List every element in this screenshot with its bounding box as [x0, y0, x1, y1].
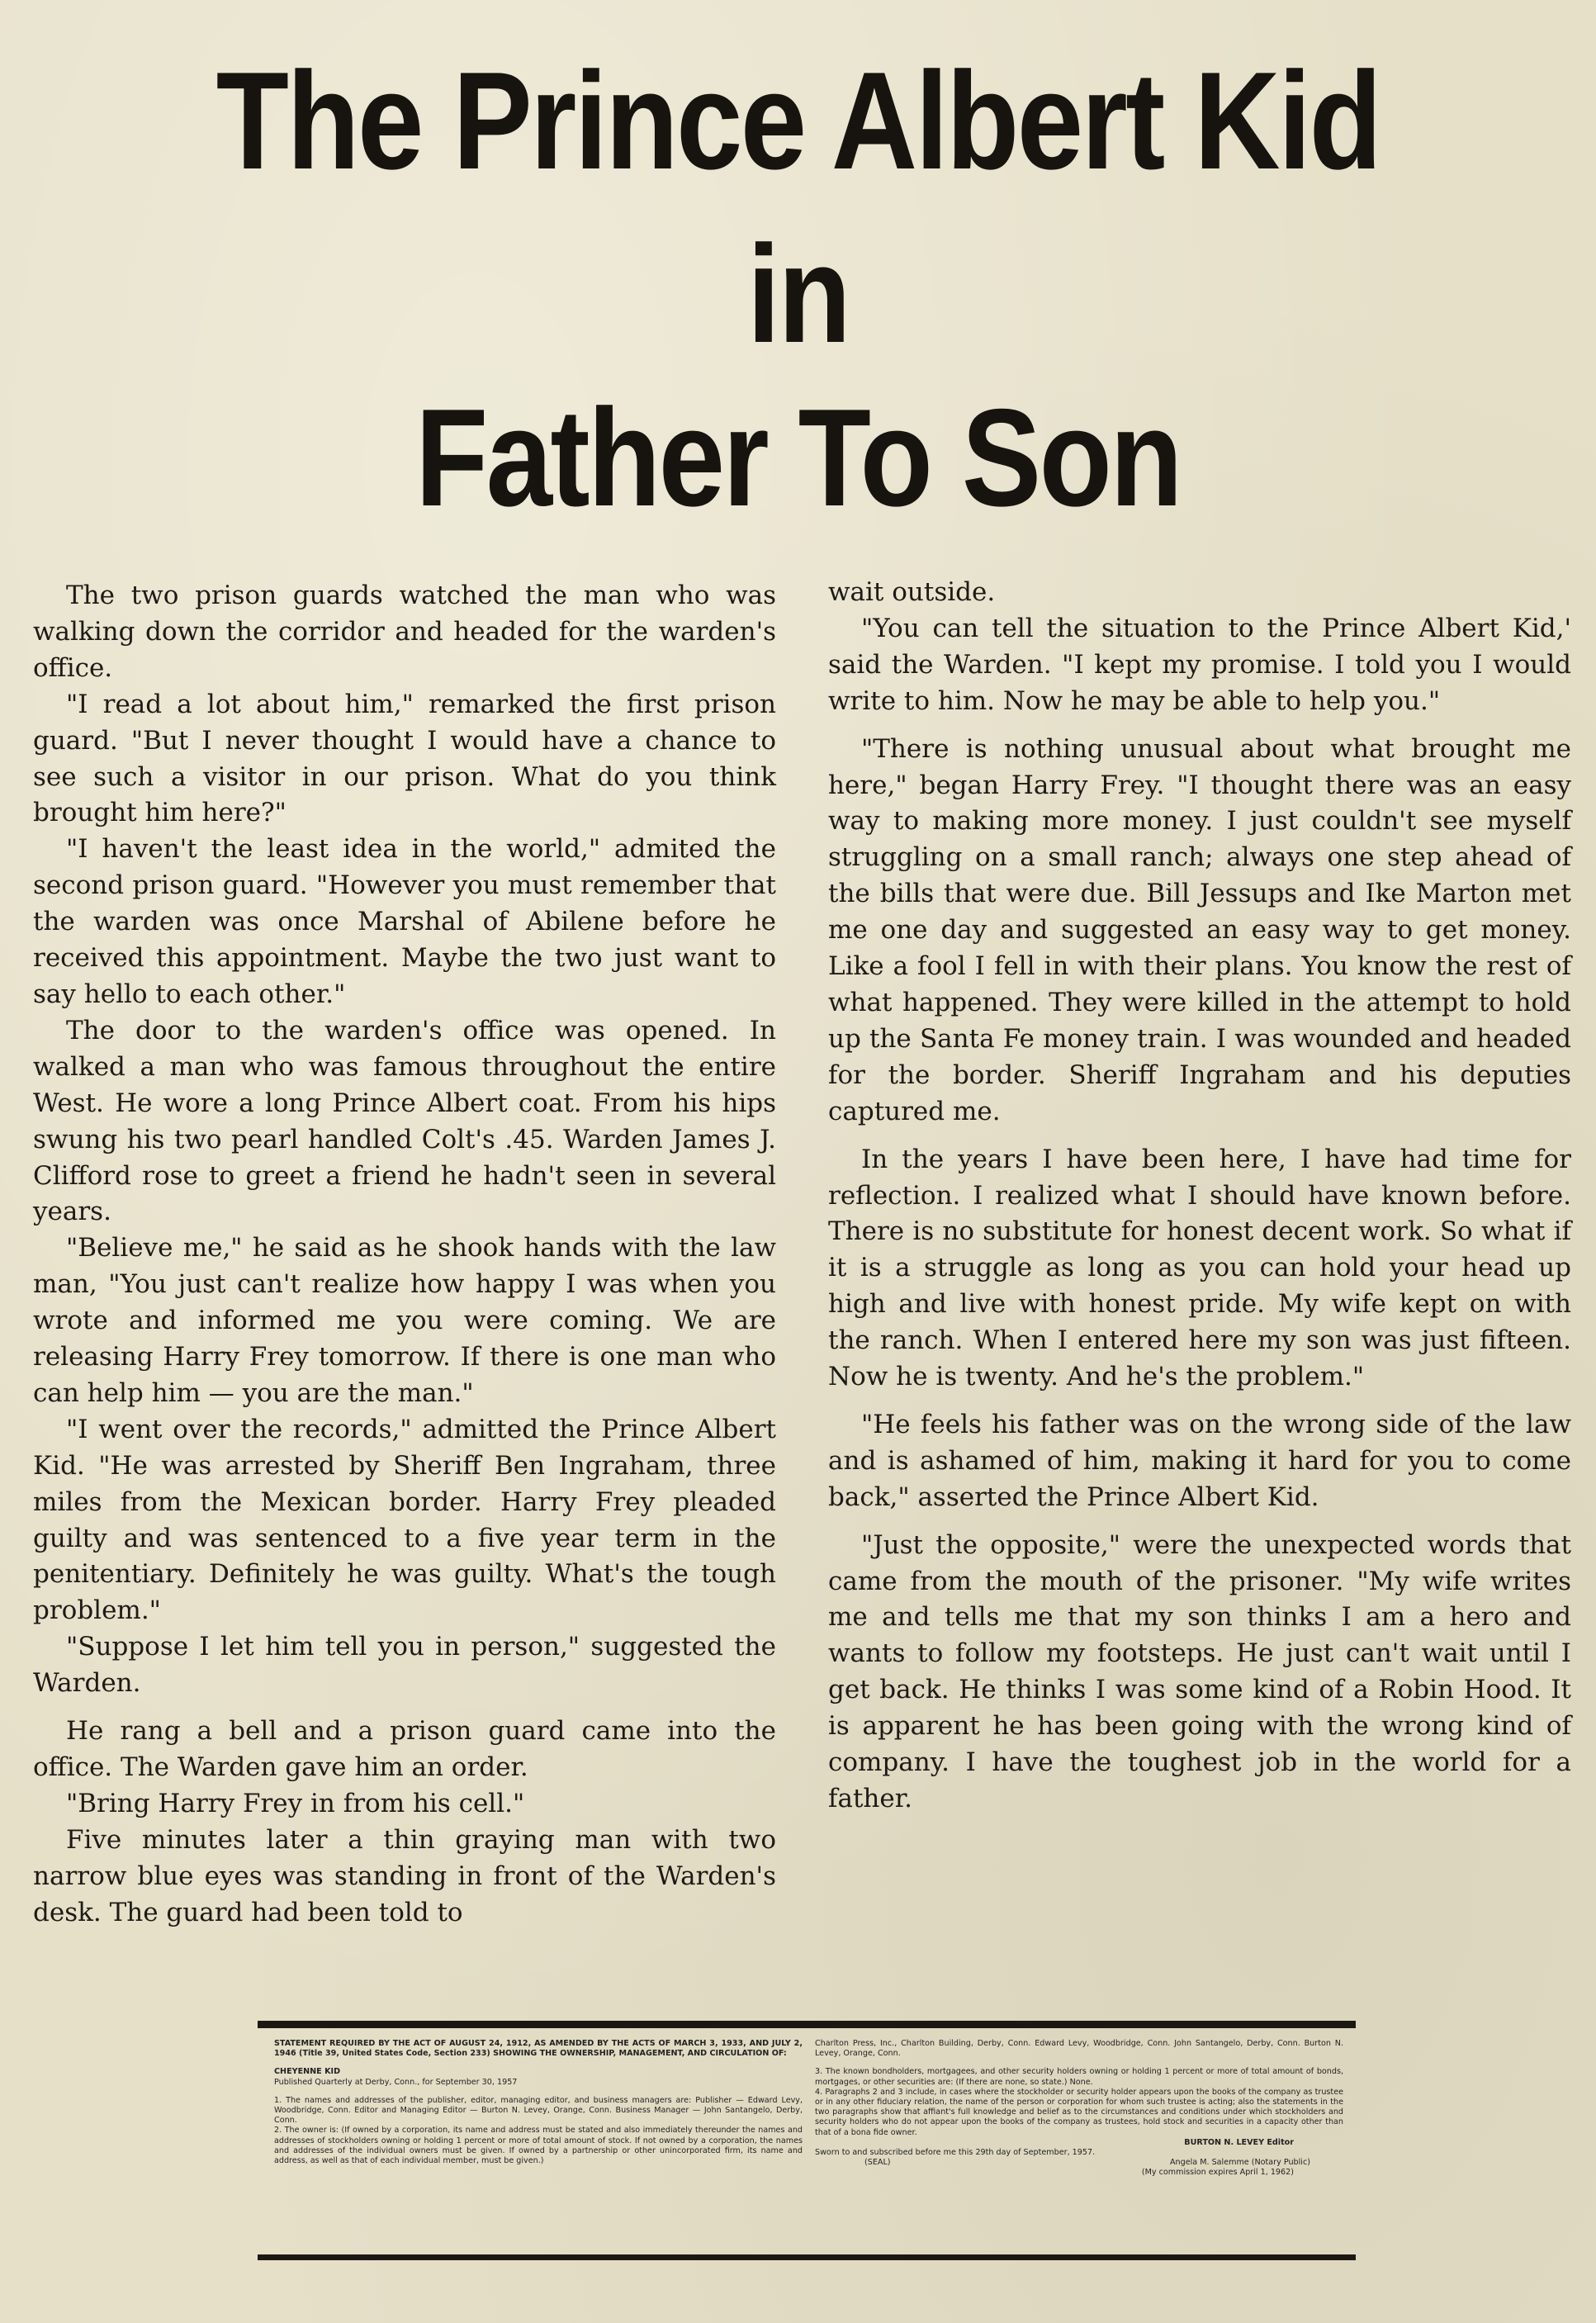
paragraph: "Believe me," he said as he shook hands with the law man, "You just can't realize how happy I was when you wrote and informed me you were coming. We are releasing Harry Frey tomorrow. If there is one man who can help him — you are the man.": [33, 1233, 776, 1408]
paragraph: "Bring Harry Frey in from his cell.": [66, 1788, 525, 1818]
right-column: [828, 575, 1571, 1995]
sworn-line: Sworn to and subscribed before me this 29th day of September, 1957.: [815, 2148, 1096, 2158]
left-column: [33, 578, 776, 1998]
publication-name: CHEYENNE KID: [274, 2067, 341, 2077]
paragraph: "I haven't the least idea in the world," admited the second prison guard. "However you must remember that the warden was once Marshal of Abilene before he received this appointment. Maybe the two just want to say hello to each other.": [33, 834, 776, 1009]
statement-right-column: [815, 2039, 1343, 2178]
signer: BURTON N. LEVEY Editor: [1184, 2137, 1294, 2147]
statement-item: 3. The known bondholders, mortgagees, and other security holders owning or holding 1 percent or more of total amount of bonds, mortgages, or other securities are: (If there are none, so state.) None.: [815, 2067, 1343, 2087]
paragraph: "Suppose I let him tell you in person," suggested the Warden.: [33, 1632, 776, 1699]
notary: Angela M. Salemme (Notary Public): [1169, 2158, 1310, 2168]
divider: [258, 2021, 1356, 2028]
commission-line: (My commission expires April 1, 1962): [1141, 2168, 1294, 2178]
title-line-1: The Prince Albert Kid: [215, 43, 1381, 198]
paragraph: "You can tell the situation to the Prince Albert Kid,' said the Warden. "I kept my promise. I told you I would write to him. Now he may be able to help you.": [828, 613, 1571, 716]
title-line-3: Father To Son: [415, 380, 1181, 535]
statement-item: 1. The names and addresses of the publisher, editor, managing editor, and business managers are: Publisher — Edward Levy, Woodbridge, Conn. Editor and Managing Editor — Burton N. Levey, Orange, Conn. Business Manager — John Santangelo, Derby, Conn.: [274, 2095, 803, 2126]
paragraph: "I went over the records," admitted the Prince Albert Kid. "He was arrested by Sheriff Ben Ingraham, three miles from the Mexican border. Harry Frey pleaded guilty and was sentenced to a five year term in the penitentiary. Definitely he was guilty. What's the tough problem.": [33, 1414, 776, 1626]
paragraph: "I read a lot about him," remarked the first prison guard. "But I never thought I would have a chance to see such a visitor in our prison. What do you think brought him here?": [33, 689, 776, 828]
owner-list: Charlton Press, Inc., Charlton Building, Derby, Conn. Edward Levy, Woodbridge, Conn. John Santangelo, Derby, Conn. Burton N. Levey, Orange, Conn.: [815, 2039, 1343, 2059]
statement-left-column: [274, 2039, 803, 2166]
statement-heading: STATEMENT REQUIRED BY THE ACT OF AUGUST 24, 1912, AS AMENDED BY THE ACTS OF MARCH 3, 1933, AND JULY 2, 1946 (Title 39, United States Code, Section 233) SHOWING THE OWNERSHIP, MANAGEMENT, AND CIRCULATION OF:: [274, 2039, 803, 2059]
seal-row: [815, 2158, 1343, 2168]
ownership-statement: [258, 2021, 1356, 2268]
statement-item: 2. The owner is: (If owned by a corporation, its name and address must be stated and also immediately thereunder the names and addresses of stockholders owning or holding 1 percent or more of total amount of stock. If not owned by a corporation, the names and addresses of the individual owners must be given. If owned by a partnership or other unincorporated firm, its name and address, as well as that of each individual member, must be given.): [274, 2126, 803, 2166]
paragraph: Five minutes later a thin graying man with two narrow blue eyes was standing in front of the Warden's desk. The guard had been told to: [33, 1824, 776, 1927]
paragraph: "He feels his father was on the wrong side of the law and is ashamed of him, making it hard for you to come back," asserted the Prince Albert Kid.: [828, 1409, 1571, 1512]
title-line-2: in: [746, 216, 850, 372]
paragraph: "There is nothing unusual about what brought me here," began Harry Frey. "I thought there was an easy way to making more money. I just couldn't see myself struggling on a small ranch; always one step ahead of the bills that were due. Bill Jessups and Ike Marton met me one day and suggested an easy way to get money. Like a fool I fell in with their plans. You know the rest of what happened. They were killed in the attempt to hold up the Santa Fe money train. I was wounded and headed for the border. Sheriff Ingraham and his deputies captured me.: [828, 733, 1571, 1126]
publication-info: Published Quarterly at Derby, Conn., for September 30, 1957: [274, 2077, 518, 2087]
paragraph: The door to the warden's office was opened. In walked a man who was famous throughout the entire West. He wore a long Prince Albert coat. From his hips swung his two pearl handled Colt's .45. Warden James J. Clifford rose to greet a friend he hadn't seen in several years.: [33, 1015, 776, 1227]
paragraph: In the years I have been here, I have had time for reflection. I realized what I should have known before. There is no substitute for honest decent work. So what if it is a struggle as long as you can hold your head up high and live with honest pride. My wife kept on with the ranch. When I entered here my son was just fifteen. Now he is twenty. And he's the problem.": [828, 1144, 1571, 1392]
divider: [258, 2254, 1356, 2260]
seal: (SEAL): [864, 2158, 891, 2168]
paragraph: He rang a bell and a prison guard came into the office. The Warden gave him an order.: [33, 1716, 776, 1782]
paragraph: The two prison guards watched the man who was walking down the corridor and headed for the warden's office.: [33, 581, 776, 683]
paragraph: wait outside.: [828, 577, 996, 607]
paragraph: "Just the opposite," were the unexpected words that came from the mouth of the prisoner. "My wife writes me and tells me that my son thinks I am a hero and wants to follow my footsteps. He just can't wait until I get back. He thinks I was some kind of a Robin Hood. It is apparent he has been going with the wrong kind of company. I have the toughest job in the world for a father.: [828, 1529, 1571, 1813]
statement-item: 4. Paragraphs 2 and 3 include, in cases where the stockholder or security holder appears upon the books of the company as trustee or in any other fiduciary relation, the name of the person or corporation for whom such trustee is acting; also the statements in the two paragraphs show that affiant's full knowledge and belief as to the circumstances and conditions under which stockholders and security holders who do not appear upon the books of the company as trustees, hold stock and securities in a capacity other than that of a bona fide owner.: [815, 2087, 1343, 2137]
